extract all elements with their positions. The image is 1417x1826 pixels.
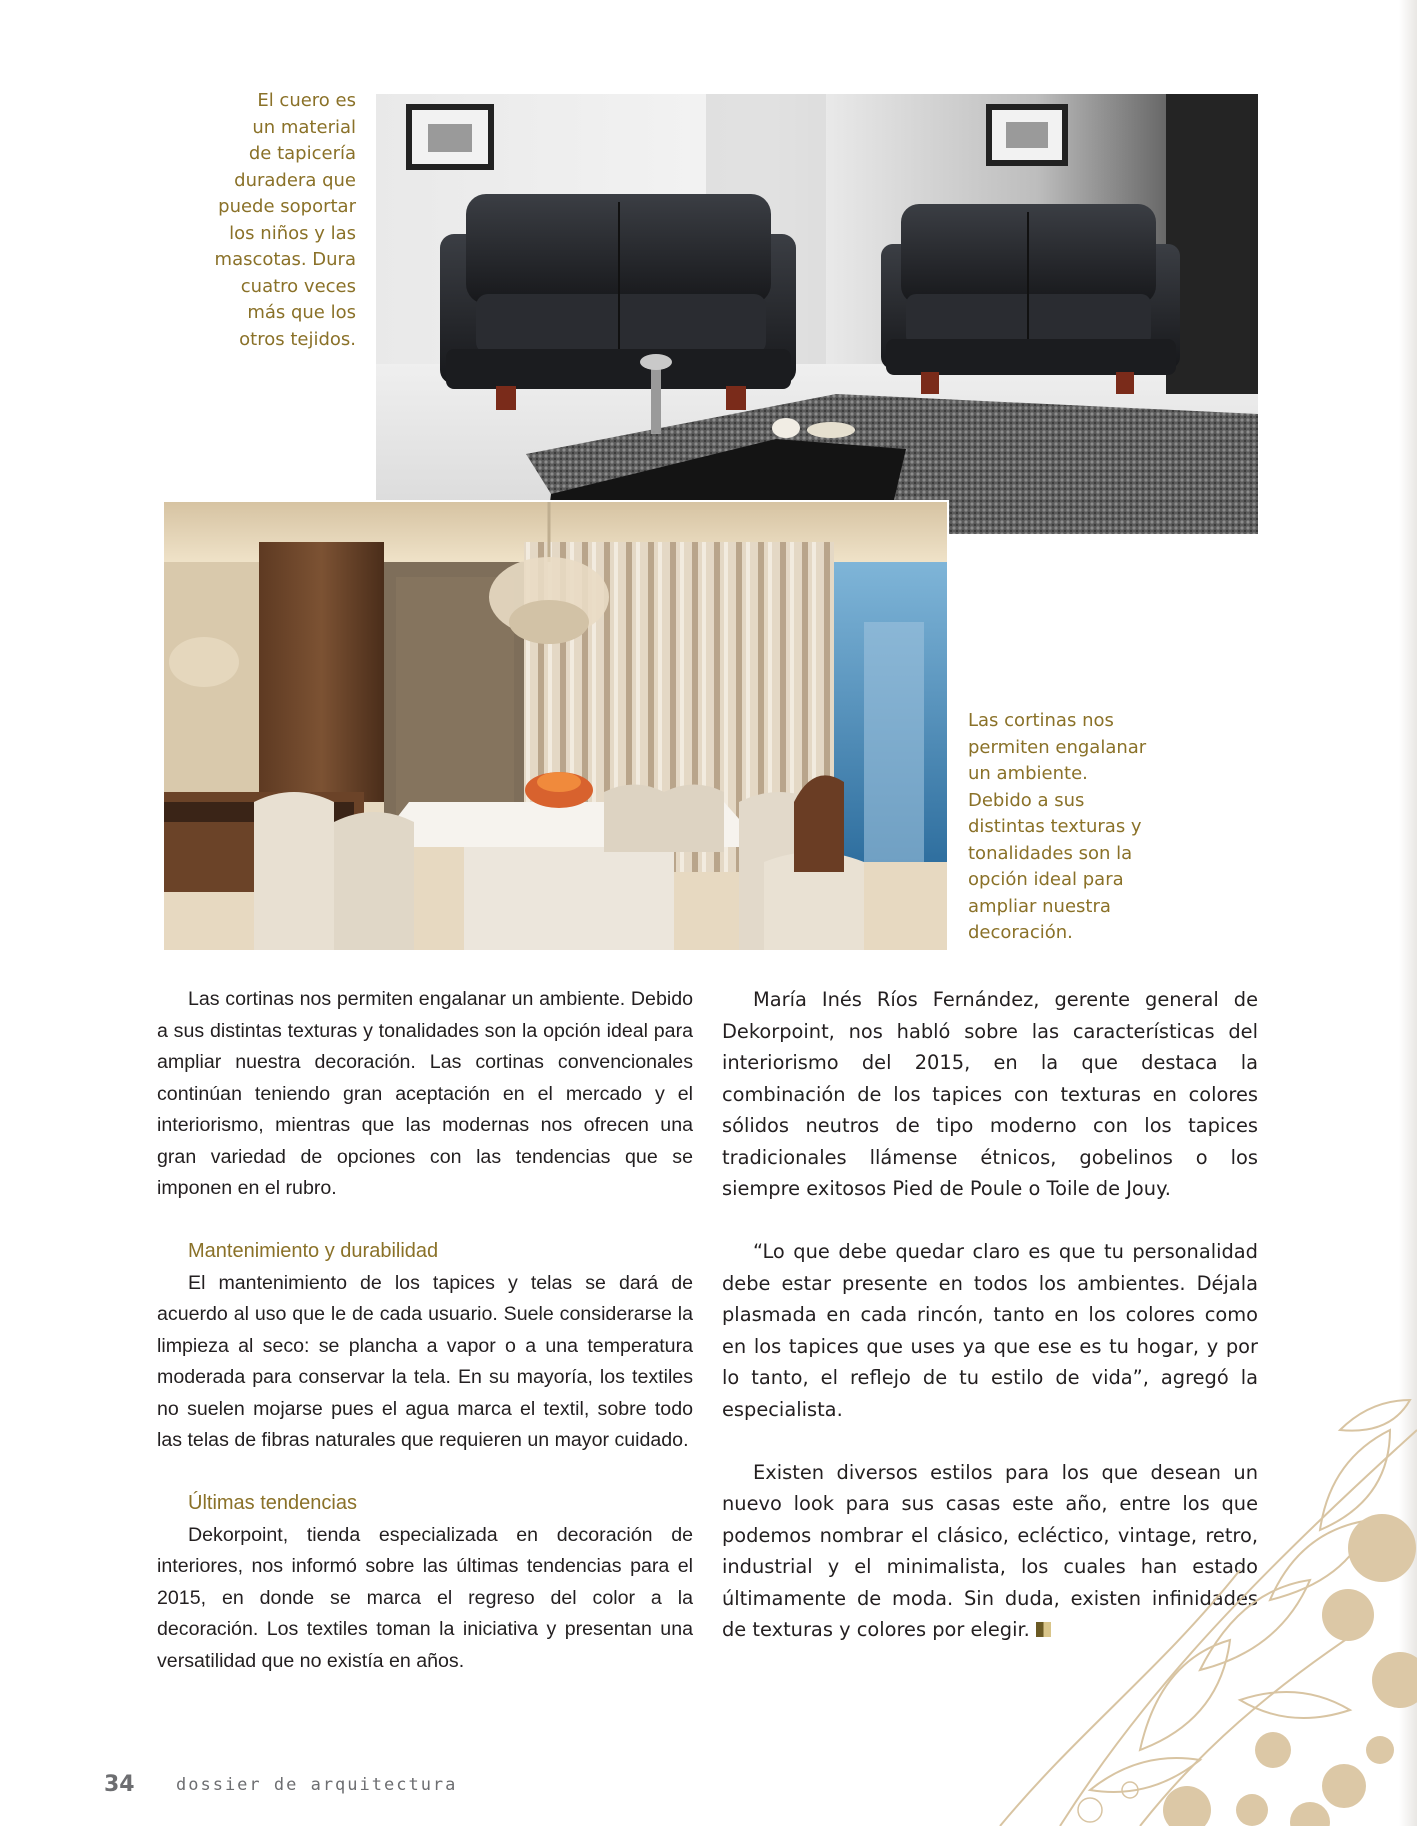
- caption-line: Las cortinas nos: [968, 710, 1114, 731]
- quote-paragraph: “Lo que debe quedar claro es que tu personalidad debe estar presente en todos los ambientes. Déjala plasmada en cada rincón, tanto en los colores como en los tapices que uses ya que ese es tu hogar, y por lo tanto, el reflejo de tu estilo de vida”, agregó la especialista.: [722, 1240, 1258, 1421]
- caption-line: de tapicería: [248, 143, 356, 164]
- left-text-column: [157, 984, 693, 1677]
- caption-line: más que los: [247, 302, 356, 323]
- caption-line: ampliar nuestra: [968, 895, 1111, 917]
- caption-line: distintas texturas y: [968, 816, 1142, 837]
- caption-line: los niños y las: [229, 222, 356, 244]
- caption-line: opción ideal para: [968, 869, 1124, 890]
- styles-text: Existen diversos estilos para los que desean un nuevo look para sus casas este año, entre los que podemos nombrar el clásico, ecléctico, vintage, retro, industrial y el minimalista, los cuales han estado últimamente de moda. Sin duda, existen infinidades de texturas y colores por elegir.: [722, 1460, 1258, 1641]
- photo-spacer: [945, 534, 1245, 554]
- caption-line: un material: [252, 116, 356, 138]
- dining-room-photo: [162, 500, 949, 952]
- caption-line: tonalidades son la: [968, 842, 1133, 864]
- caption-line: Debido a sus: [968, 789, 1085, 811]
- floral-decoration-icon: [940, 1370, 1417, 1826]
- magazine-name: dossier de arquitectura: [176, 1775, 458, 1795]
- curtains-caption: [968, 708, 1168, 947]
- interview-paragraph: María Inés Ríos Fernández, gerente general de Dekorpoint, nos habló sobre las características del interiorismo del 2015, en la que destaca la combinación de los tapices con texturas en colores sólidos neutros de tipo moderno con los tapices tradicionales llámense étnicos, gobelinos o los siempre exitosos Pied de Poule o Toile de Jouy.: [722, 988, 1258, 1200]
- leather-caption: [200, 88, 356, 353]
- maintenance-heading: Mantenimiento y durabilidad: [188, 1240, 439, 1262]
- caption-line: puede soportar: [218, 196, 356, 217]
- trends-paragraph: Dekorpoint, tienda especializada en decoración de interiores, nos informó sobre las últimas tendencias para el 2015, en donde se marca el regreso del color a la decoración. Los textiles toman la iniciativa y presentan una versatilidad que no existía en años.: [157, 1523, 693, 1672]
- caption-line: un ambiente.: [968, 763, 1088, 784]
- caption-line: permiten engalanar: [968, 736, 1147, 758]
- caption-line: cuatro veces: [240, 275, 356, 297]
- caption-line: mascotas. Dura: [214, 249, 356, 270]
- caption-line: decoración.: [968, 922, 1073, 943]
- trends-heading: Últimas tendencias: [188, 1492, 357, 1514]
- caption-line: otros tejidos.: [239, 328, 356, 350]
- leather-sofa-photo: [376, 94, 1258, 534]
- intro-paragraph: Las cortinas nos permiten engalanar un ambiente. Debido a sus distintas texturas y tonalidades son la opción ideal para ampliar nuestra decoración. Las cortinas convencionales continúan teniendo gran aceptación en el mercado y el interiorismo, mientras que las modernas nos ofrecen una gran variedad de opciones con las tendencias que se imponen en el rubro.: [157, 988, 693, 1199]
- caption-line: El cuero es: [257, 90, 356, 111]
- maintenance-paragraph: El mantenimiento de los tapices y telas se dará de acuerdo al uso que le de cada usuario. Suele considerarse la limpieza al seco: se plancha a vapor o a una temperatura moderada para conservar la tela. En su mayoría, los textiles no suelen mojarse pues el agua marca el textil, sobre todo las telas de fibras naturales que requieren un mayor cuidado.: [157, 1271, 693, 1451]
- page-number: 34: [104, 1772, 135, 1797]
- caption-line: duradera que: [234, 169, 356, 191]
